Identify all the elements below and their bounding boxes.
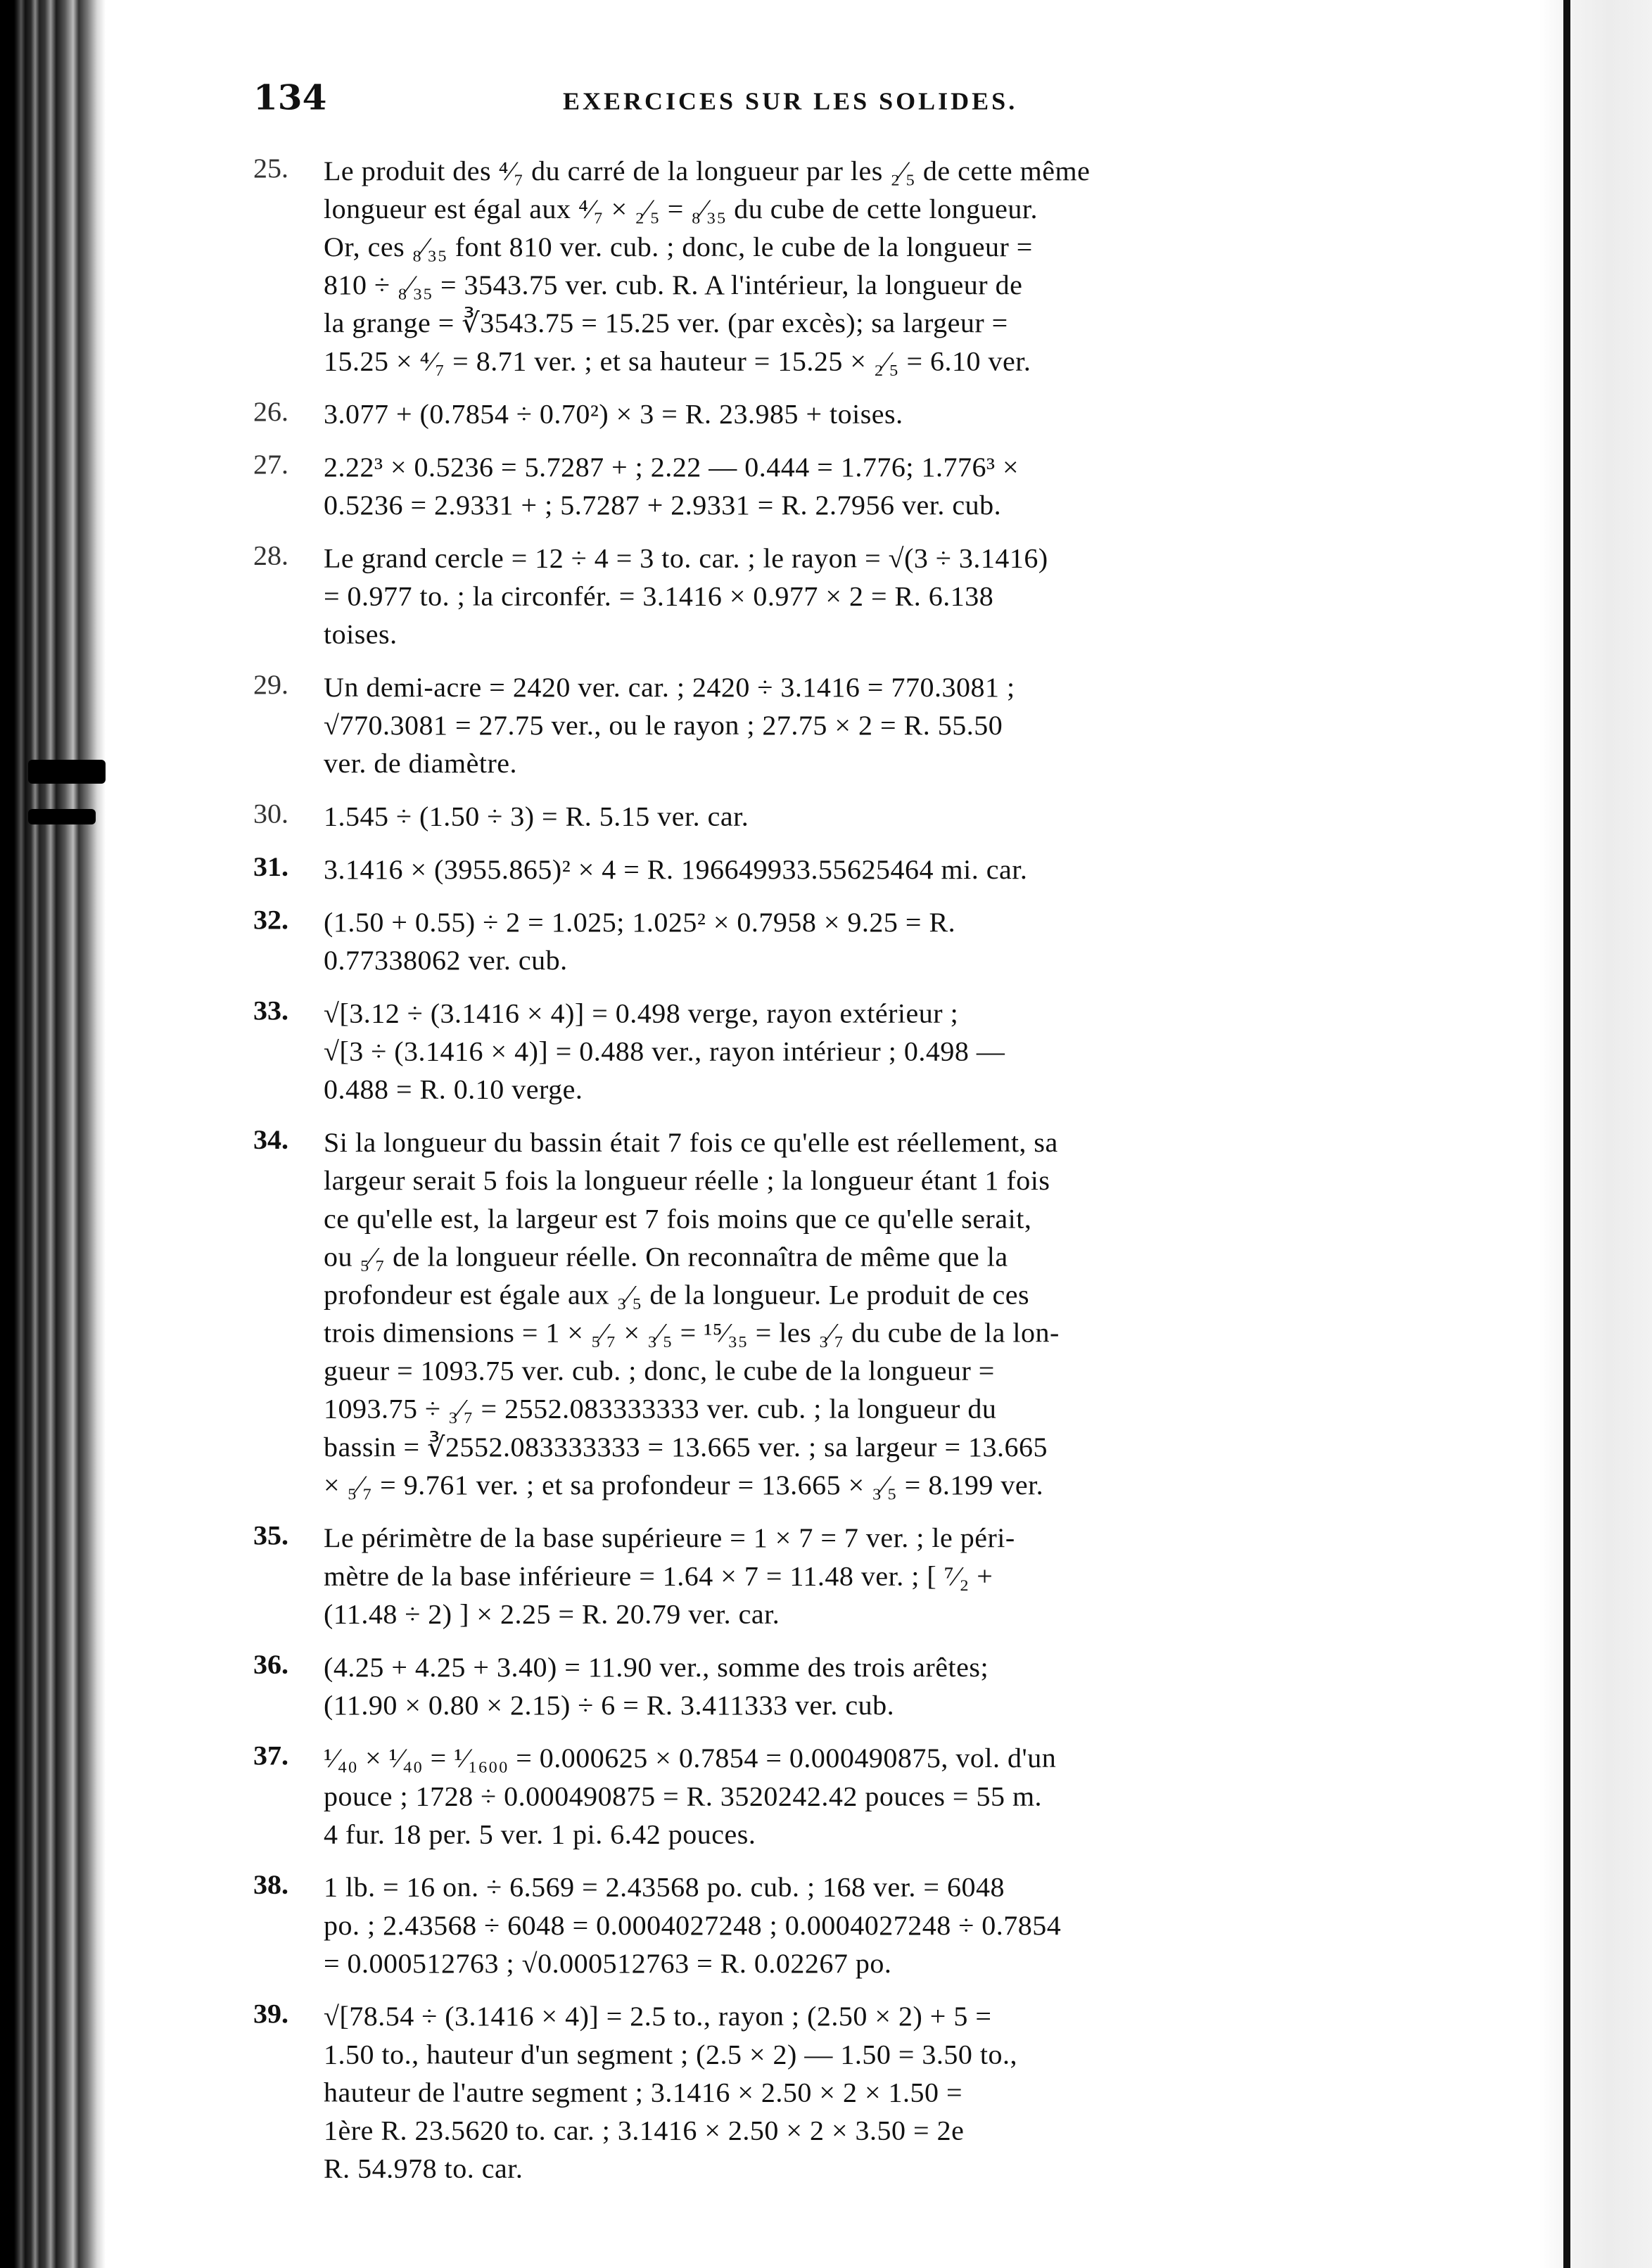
exercise-text-line: 0.5236 = 2.9331 + ; 5.7287 + 2.9331 = R. 2.7956 ver. cub.: [324, 490, 1002, 521]
exercise-item: [253, 1520, 1407, 1633]
exercise-number: 26.: [253, 396, 288, 427]
exercise-text-line: ou ₅⁄₇ de la longueur réelle. On reconnaîtra de même que la: [324, 1241, 1008, 1273]
exercise-number: 38.: [253, 1869, 288, 1900]
page-number: 134: [253, 77, 327, 117]
exercise-text-line: Le grand cercle = 12 ÷ 4 = 3 to. car. ; le rayon = √(3 ÷ 3.1416): [324, 542, 1048, 574]
exercise-text-line: (1.50 + 0.55) ÷ 2 = 1.025; 1.025² × 0.7958 × 9.25 = R.: [324, 907, 956, 938]
exercise-text-line: Le produit des ⁴⁄₇ du carré de la longueur par les ₂⁄₅ de cette même: [324, 155, 1091, 186]
exercise-text-line: √[78.54 ÷ (3.1416 × 4)] = 2.5 to., rayon ; (2.50 × 2) + 5 =: [324, 2001, 992, 2032]
book-page: [253, 77, 1407, 2184]
exercise-number: 31.: [253, 851, 288, 882]
exercise-text-line: √770.3081 = 27.75 ver., ou le rayon ; 27.75 × 2 = R. 55.50: [324, 710, 1003, 741]
exercise-text-line: 1ère R. 23.5620 to. car. ; 3.1416 × 2.50 × 2 × 3.50 = 2e: [324, 2115, 965, 2146]
exercise-text-line: 0.488 = R. 0.10 verge.: [324, 1074, 583, 1105]
exercise-item: [253, 850, 1407, 888]
exercise-list: [253, 152, 1407, 2188]
exercise-text-line: ver. de diamètre.: [324, 748, 518, 779]
exercise-text-line: toises.: [324, 618, 398, 650]
exercise-item: [253, 1648, 1407, 1724]
binding-mark: [28, 809, 96, 824]
exercise-item: [253, 1123, 1407, 1504]
exercise-number: 27.: [253, 449, 288, 480]
exercise-text-line: ce qu'elle est, la largeur est 7 fois moins que ce qu'elle serait,: [324, 1203, 1032, 1234]
exercise-number: 36.: [253, 1649, 288, 1680]
exercise-text-line: hauteur de l'autre segment ; 3.1416 × 2.50 × 2 × 1.50 =: [324, 2077, 963, 2108]
exercise-number: 30.: [253, 798, 288, 829]
exercise-item: [253, 995, 1407, 1109]
exercise-number: 28.: [253, 540, 288, 571]
exercise-number: 25.: [253, 153, 288, 184]
exercise-text-line: mètre de la base inférieure = 1.64 × 7 = 11.48 ver. ; [ ⁷⁄₂ +: [324, 1560, 993, 1592]
exercise-text-line: × ₅⁄₇ = 9.761 ver. ; et sa profondeur = 13.665 × ₃⁄₅ = 8.199 ver.: [324, 1470, 1044, 1501]
exercise-item: [253, 152, 1407, 381]
exercise-text-line: (11.90 × 0.80 × 2.15) ÷ 6 = R. 3.411333 ver. cub.: [324, 1690, 895, 1721]
page-edge-shadow: [1539, 0, 1652, 2268]
exercise-number: 29.: [253, 669, 288, 700]
exercise-text-line: gueur = 1093.75 ver. cub. ; donc, le cube de la longueur =: [324, 1355, 995, 1387]
exercise-number: 37.: [253, 1740, 288, 1771]
exercise-text-line: = 0.000512763 ; √0.000512763 = R. 0.02267 po.: [324, 1948, 892, 1979]
exercise-text-line: po. ; 2.43568 ÷ 6048 = 0.0004027248 ; 0.0004027248 ÷ 0.7854: [324, 1910, 1062, 1941]
exercise-item: [253, 448, 1407, 524]
exercise-text-line: largeur serait 5 fois la longueur réelle ; la longueur étant 1 fois: [324, 1165, 1050, 1196]
exercise-text-line: longueur est égal aux ⁴⁄₇ × ₂⁄₅ = ₈⁄₃₅ du cube de cette longueur.: [324, 193, 1038, 224]
exercise-item: [253, 798, 1407, 836]
exercise-text-line: R. 54.978 to. car.: [324, 2153, 523, 2184]
exercise-item: [253, 1868, 1407, 1982]
exercise-text-line: profondeur est égale aux ₃⁄₅ de la longueur. Le produit de ces: [324, 1279, 1030, 1311]
exercise-number: 34.: [253, 1124, 288, 1155]
exercise-text-line: 15.25 × ⁴⁄₇ = 8.71 ver. ; et sa hauteur = 15.25 × ₂⁄₅ = 6.10 ver.: [324, 345, 1031, 376]
exercise-text-line: 1.50 to., hauteur d'un segment ; (2.5 × 2) — 1.50 = 3.50 to.,: [324, 2039, 1018, 2070]
exercise-text-line: ¹⁄₄₀ × ¹⁄₄₀ = ¹⁄₁₆₀₀ = 0.000625 × 0.7854 = 0.000490875, vol. d'un: [324, 1743, 1057, 1773]
exercise-text-line: 0.77338062 ver. cub.: [324, 945, 568, 976]
exercise-text-line: la grange = ∛3543.75 = 15.25 ver. (par excès); sa largeur =: [324, 307, 1008, 338]
exercise-text-line: trois dimensions = 1 × ₅⁄₇ × ₃⁄₅ = ¹⁵⁄₃₅ = les ₃⁄₇ du cube de la lon-: [324, 1317, 1060, 1349]
exercise-text-line: 1 lb. = 16 on. ÷ 6.569 = 2.43568 po. cub. ; 168 ver. = 6048: [324, 1871, 1005, 1903]
exercise-text-line: 2.22³ × 0.5236 = 5.7287 + ; 2.22 — 0.444 = 1.776; 1.776³ ×: [324, 452, 1019, 483]
exercise-item: [253, 1998, 1407, 2188]
exercise-text-line: pouce ; 1728 ÷ 0.000490875 = R. 3520242.42 pouces = 55 m.: [324, 1780, 1043, 1811]
exercise-text-line: 4 fur. 18 per. 5 ver. 1 pi. 6.42 pouces.: [324, 1818, 756, 1850]
exercise-number: 39.: [253, 1998, 288, 2030]
exercise-item: [253, 904, 1407, 980]
exercise-text-line: 3.1416 × (3955.865)² × 4 = R. 196649933.55625464 mi. car.: [324, 854, 1028, 885]
exercise-text-line: Un demi-acre = 2420 ver. car. ; 2420 ÷ 3.1416 = 770.3081 ;: [324, 672, 1015, 703]
exercise-text-line: Si la longueur du bassin était 7 fois ce qu'elle est réellement, sa: [324, 1127, 1058, 1158]
exercise-text-line: 1093.75 ÷ ₃⁄₇ = 2552.083333333 ver. cub. ; la longueur du: [324, 1393, 997, 1425]
book-binding-edge: [0, 0, 106, 2268]
exercise-text-line: Or, ces ₈⁄₃₅ font 810 ver. cub. ; donc, le cube de la longueur =: [324, 231, 1033, 262]
exercise-text-line: = 0.977 to. ; la circonfér. = 3.1416 × 0.977 × 2 = R. 6.138: [324, 580, 994, 612]
exercise-text-line: (4.25 + 4.25 + 3.40) = 11.90 ver., somme des trois arêtes;: [324, 1651, 989, 1683]
exercise-number: 33.: [253, 995, 288, 1026]
exercise-text-line: (11.48 ÷ 2) ] × 2.25 = R. 20.79 ver. car.: [324, 1598, 780, 1630]
exercise-item: [253, 540, 1407, 654]
running-title: EXERCICES SUR LES SOLIDES.: [563, 87, 1018, 115]
exercise-item: [253, 668, 1407, 782]
binding-mark: [28, 760, 106, 784]
running-head: [253, 77, 1407, 152]
exercise-text-line: 3.077 + (0.7854 ÷ 0.70²) × 3 = R. 23.985 + toises.: [324, 398, 903, 430]
exercise-item: [253, 1740, 1407, 1854]
exercise-number: 35.: [253, 1520, 288, 1551]
exercise-text-line: 1.545 ÷ (1.50 ÷ 3) = R. 5.15 ver. car.: [324, 801, 749, 832]
exercise-text-line: 810 ÷ ₈⁄₃₅ = 3543.75 ver. cub. R. A l'intérieur, la longueur de: [324, 269, 1023, 300]
exercise-text-line: bassin = ∛2552.083333333 = 13.665 ver. ; sa largeur = 13.665: [324, 1432, 1048, 1463]
exercise-text-line: √[3 ÷ (3.1416 × 4)] = 0.488 ver., rayon intérieur ; 0.498 —: [324, 1036, 1005, 1067]
exercise-text-line: Le périmètre de la base supérieure = 1 × 7 = 7 ver. ; le péri-: [324, 1522, 1015, 1553]
exercise-text-line: √[3.12 ÷ (3.1416 × 4)] = 0.498 verge, rayon extérieur ;: [324, 998, 959, 1029]
exercise-item: [253, 395, 1407, 433]
exercise-number: 32.: [253, 904, 288, 935]
